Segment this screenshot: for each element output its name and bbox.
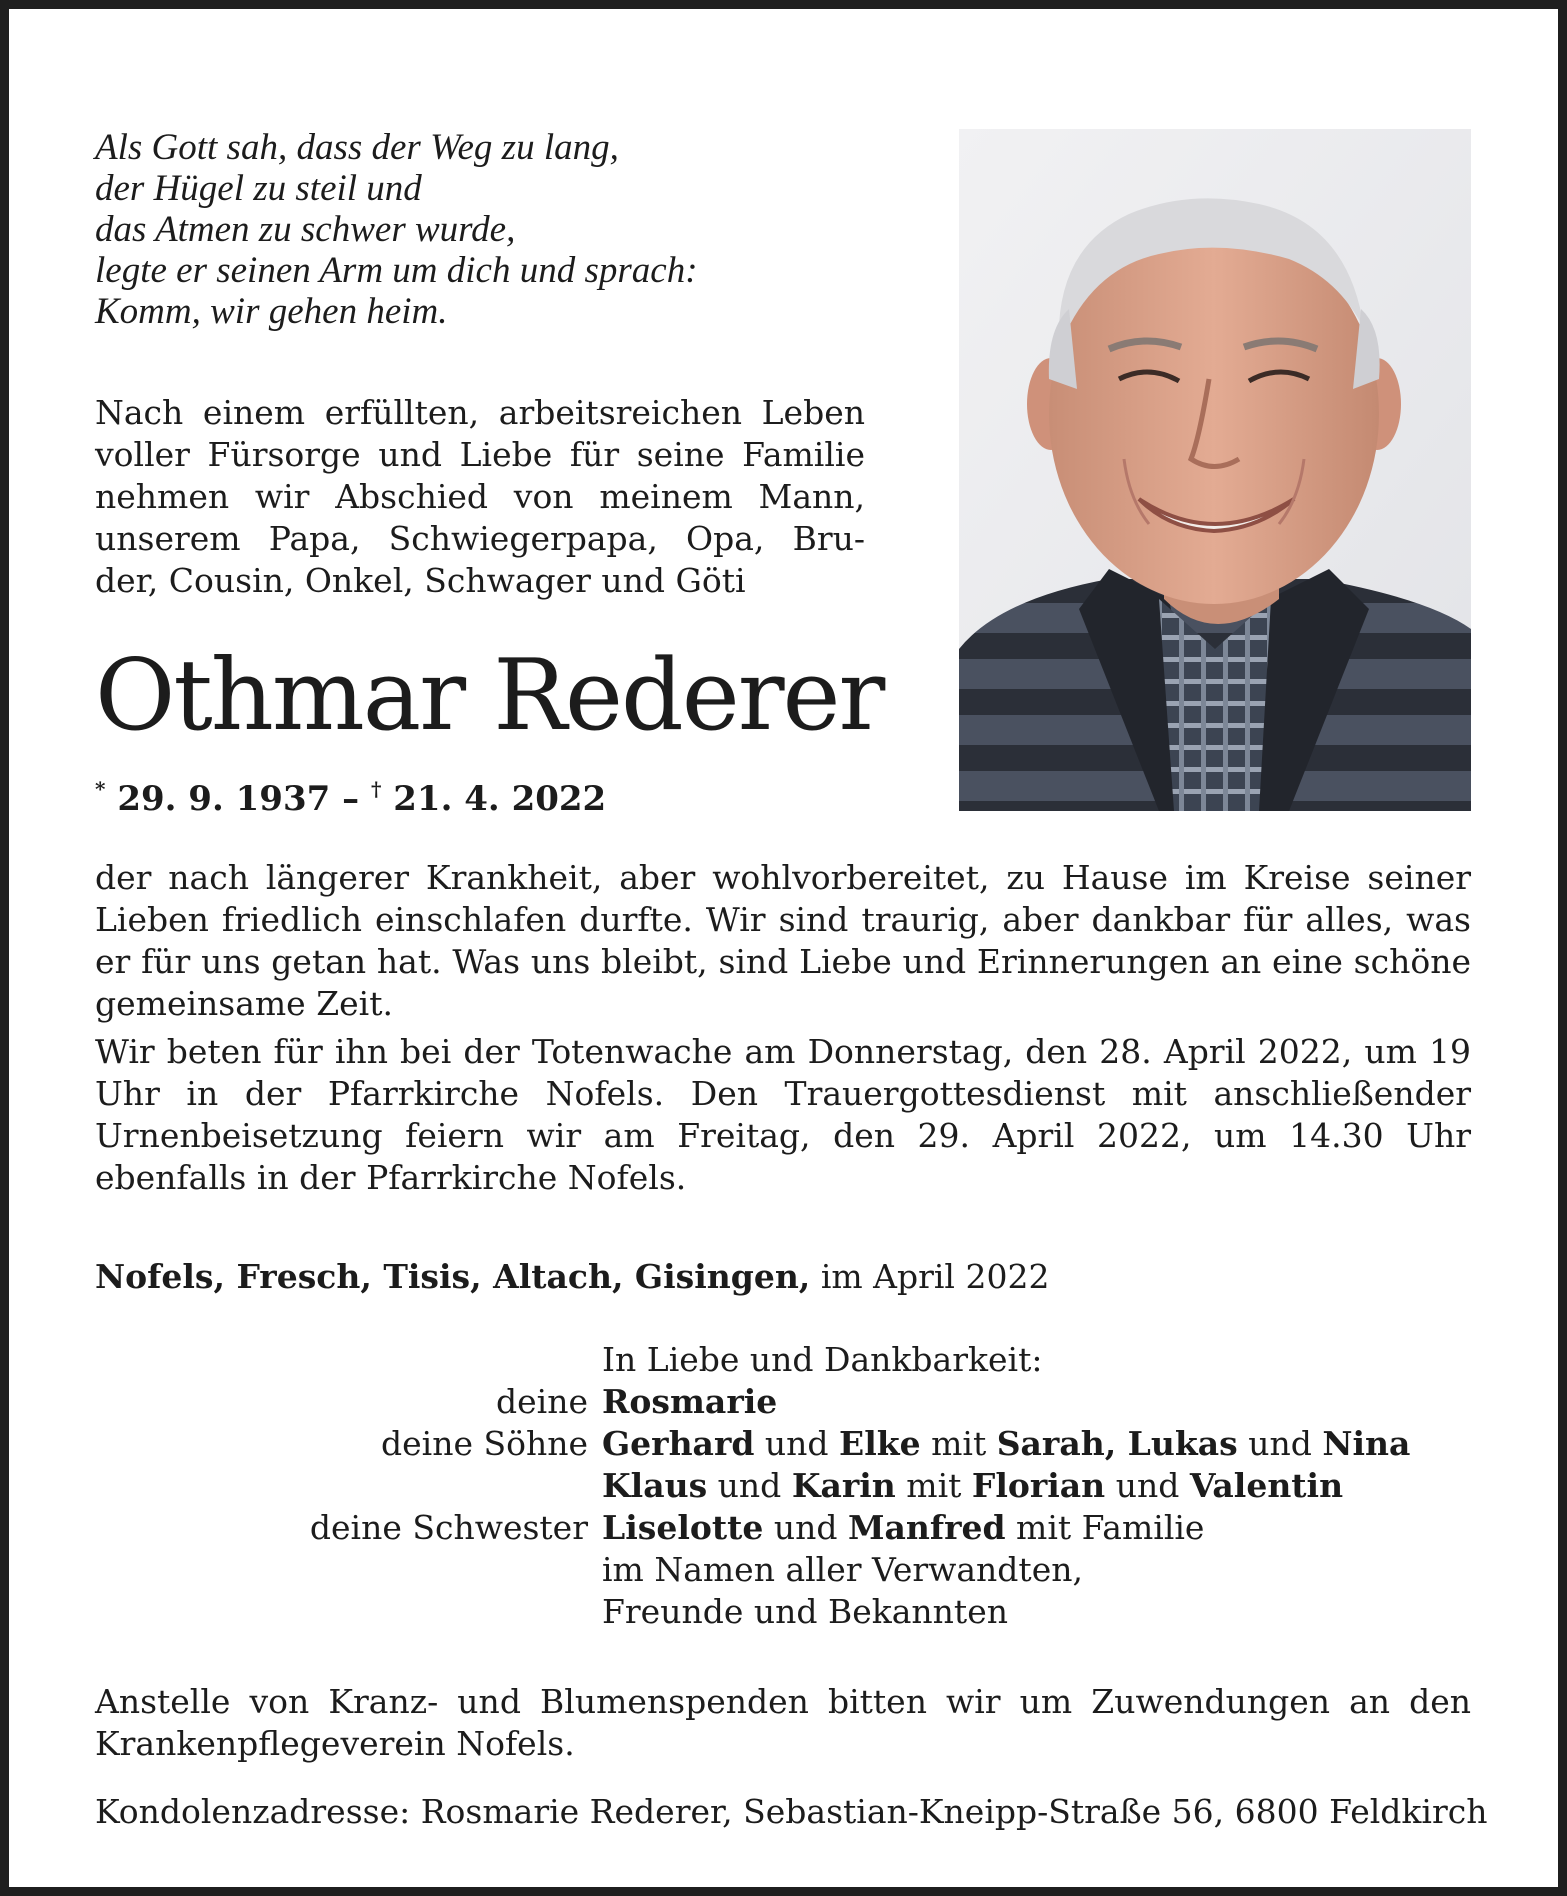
signature-header: In Liebe und Dankbarkeit: <box>602 1340 1043 1379</box>
body-paragraph: Wir beten für ihn bei der Totenwache am Donnerstag, den 28. April 2022, um 19 Uhr in der Pfarrkirche Nofels. Den Trauergottesdienst mit anschließender Urnenbeisetzung feiern wir am Freitag, den 29. April 2022, um 14.30 Uhr ebenfalls in der Pfarrkirche Nofels. <box>95 1032 1471 1197</box>
intro-text <box>95 392 865 602</box>
obituary-body <box>95 857 1471 1205</box>
intro-line: der, Cousin, Onkel, Schwager und Göti <box>95 561 746 600</box>
signatory-name: Gerhard <box>602 1424 755 1463</box>
signature-block <box>95 1339 1471 1633</box>
signature-row-relatives <box>95 1549 1471 1591</box>
signature-row-son2 <box>95 1465 1471 1507</box>
donation-note <box>95 1681 1471 1765</box>
signature-row-friends <box>95 1591 1471 1633</box>
connector-text: und <box>764 1424 829 1463</box>
connector-text: mit Familie <box>1016 1508 1205 1547</box>
donation-line: Krankenpflegeverein Nofels. <box>95 1724 575 1763</box>
signatory-name: Manfred <box>847 1508 1006 1547</box>
signature-row-wife <box>95 1381 1471 1423</box>
signature-label: deine <box>496 1382 588 1421</box>
poem-line: legte er seinen Arm um dich und sprach: <box>95 250 698 291</box>
signatory-name: Rosmarie <box>602 1382 778 1421</box>
connector-text: und <box>1248 1424 1312 1463</box>
condolence-address: Kondolenzadresse: Rosmarie Rederer, Sebastian-Kneipp-Straße 56, 6800 Feldkirch <box>95 1792 1488 1831</box>
signature-row-sons <box>95 1423 1471 1465</box>
signatory-name: Liselotte <box>602 1508 764 1547</box>
poem-line: Als Gott sah, dass der Weg zu lang, <box>95 127 619 168</box>
donation-line: Anstelle von Kranz- und Blumenspenden bitten wir um Zuwendungen an den <box>95 1682 1471 1721</box>
deceased-name: Othmar Rederer <box>95 639 884 753</box>
intro-line: Nach einem erfüllten, arbeitsreichen Leben <box>95 393 865 432</box>
poem <box>95 127 935 332</box>
signature-row-sister <box>95 1507 1471 1549</box>
poem-line: das Atmen zu schwer wurde, <box>95 209 516 250</box>
signatory-name: Valentin <box>1189 1466 1344 1505</box>
life-dates <box>95 779 935 819</box>
places-towns: Nofels, Fresch, Tisis, Altach, Gisingen, <box>95 1257 811 1296</box>
intro-line: unserem Papa, Schwiegerpapa, Opa, Bru- <box>95 519 865 558</box>
connector-text: mit <box>906 1466 962 1505</box>
signature-label: deine Söhne <box>381 1424 588 1463</box>
signatory-name: Sarah, Lukas <box>996 1424 1238 1463</box>
connector-text: und <box>717 1466 782 1505</box>
poem-line: der Hügel zu steil und <box>95 168 422 209</box>
signatory-name: Florian <box>971 1466 1106 1505</box>
intro-line: nehmen wir Abschied von meinem Mann, <box>95 477 865 516</box>
signatory-name: Elke <box>839 1424 921 1463</box>
signatory-name: Klaus <box>602 1466 708 1505</box>
places-date: im April 2022 <box>820 1257 1050 1296</box>
places-line <box>95 1257 1471 1296</box>
signature-header-row <box>95 1339 1471 1381</box>
portrait-illustration <box>959 129 1471 811</box>
date-separator: – <box>330 779 371 819</box>
birth-date: 29. 9. 1937 <box>117 779 331 819</box>
connector-text: mit <box>931 1424 987 1463</box>
signature-relatives: im Namen aller Verwandten, <box>602 1550 1083 1589</box>
connector-text: und <box>773 1508 838 1547</box>
poem-line: Komm, wir gehen heim. <box>95 291 448 332</box>
signature-friends: Freunde und Bekannten <box>602 1592 1008 1631</box>
signature-label: deine Schwester <box>309 1508 588 1547</box>
intro-line: voller Fürsorge und Liebe für seine Familie <box>95 435 865 474</box>
death-symbol: † <box>370 777 382 801</box>
body-paragraph: der nach längerer Krankheit, aber wohlvorbereitet, zu Hause im Kreise seiner Lieben friedlich einschlafen durfte. Wir sind traurig, aber dankbar für alles, was er für uns getan hat. Was uns bleibt, sind Liebe und Erinnerungen an eine schöne gemeinsame Zeit. <box>95 858 1471 1023</box>
portrait-photo <box>959 129 1471 811</box>
signatory-name: Nina <box>1322 1424 1411 1463</box>
connector-text: und <box>1115 1466 1180 1505</box>
signatory-name: Karin <box>791 1466 896 1505</box>
death-date: 21. 4. 2022 <box>393 779 607 819</box>
birth-symbol: * <box>95 777 106 801</box>
